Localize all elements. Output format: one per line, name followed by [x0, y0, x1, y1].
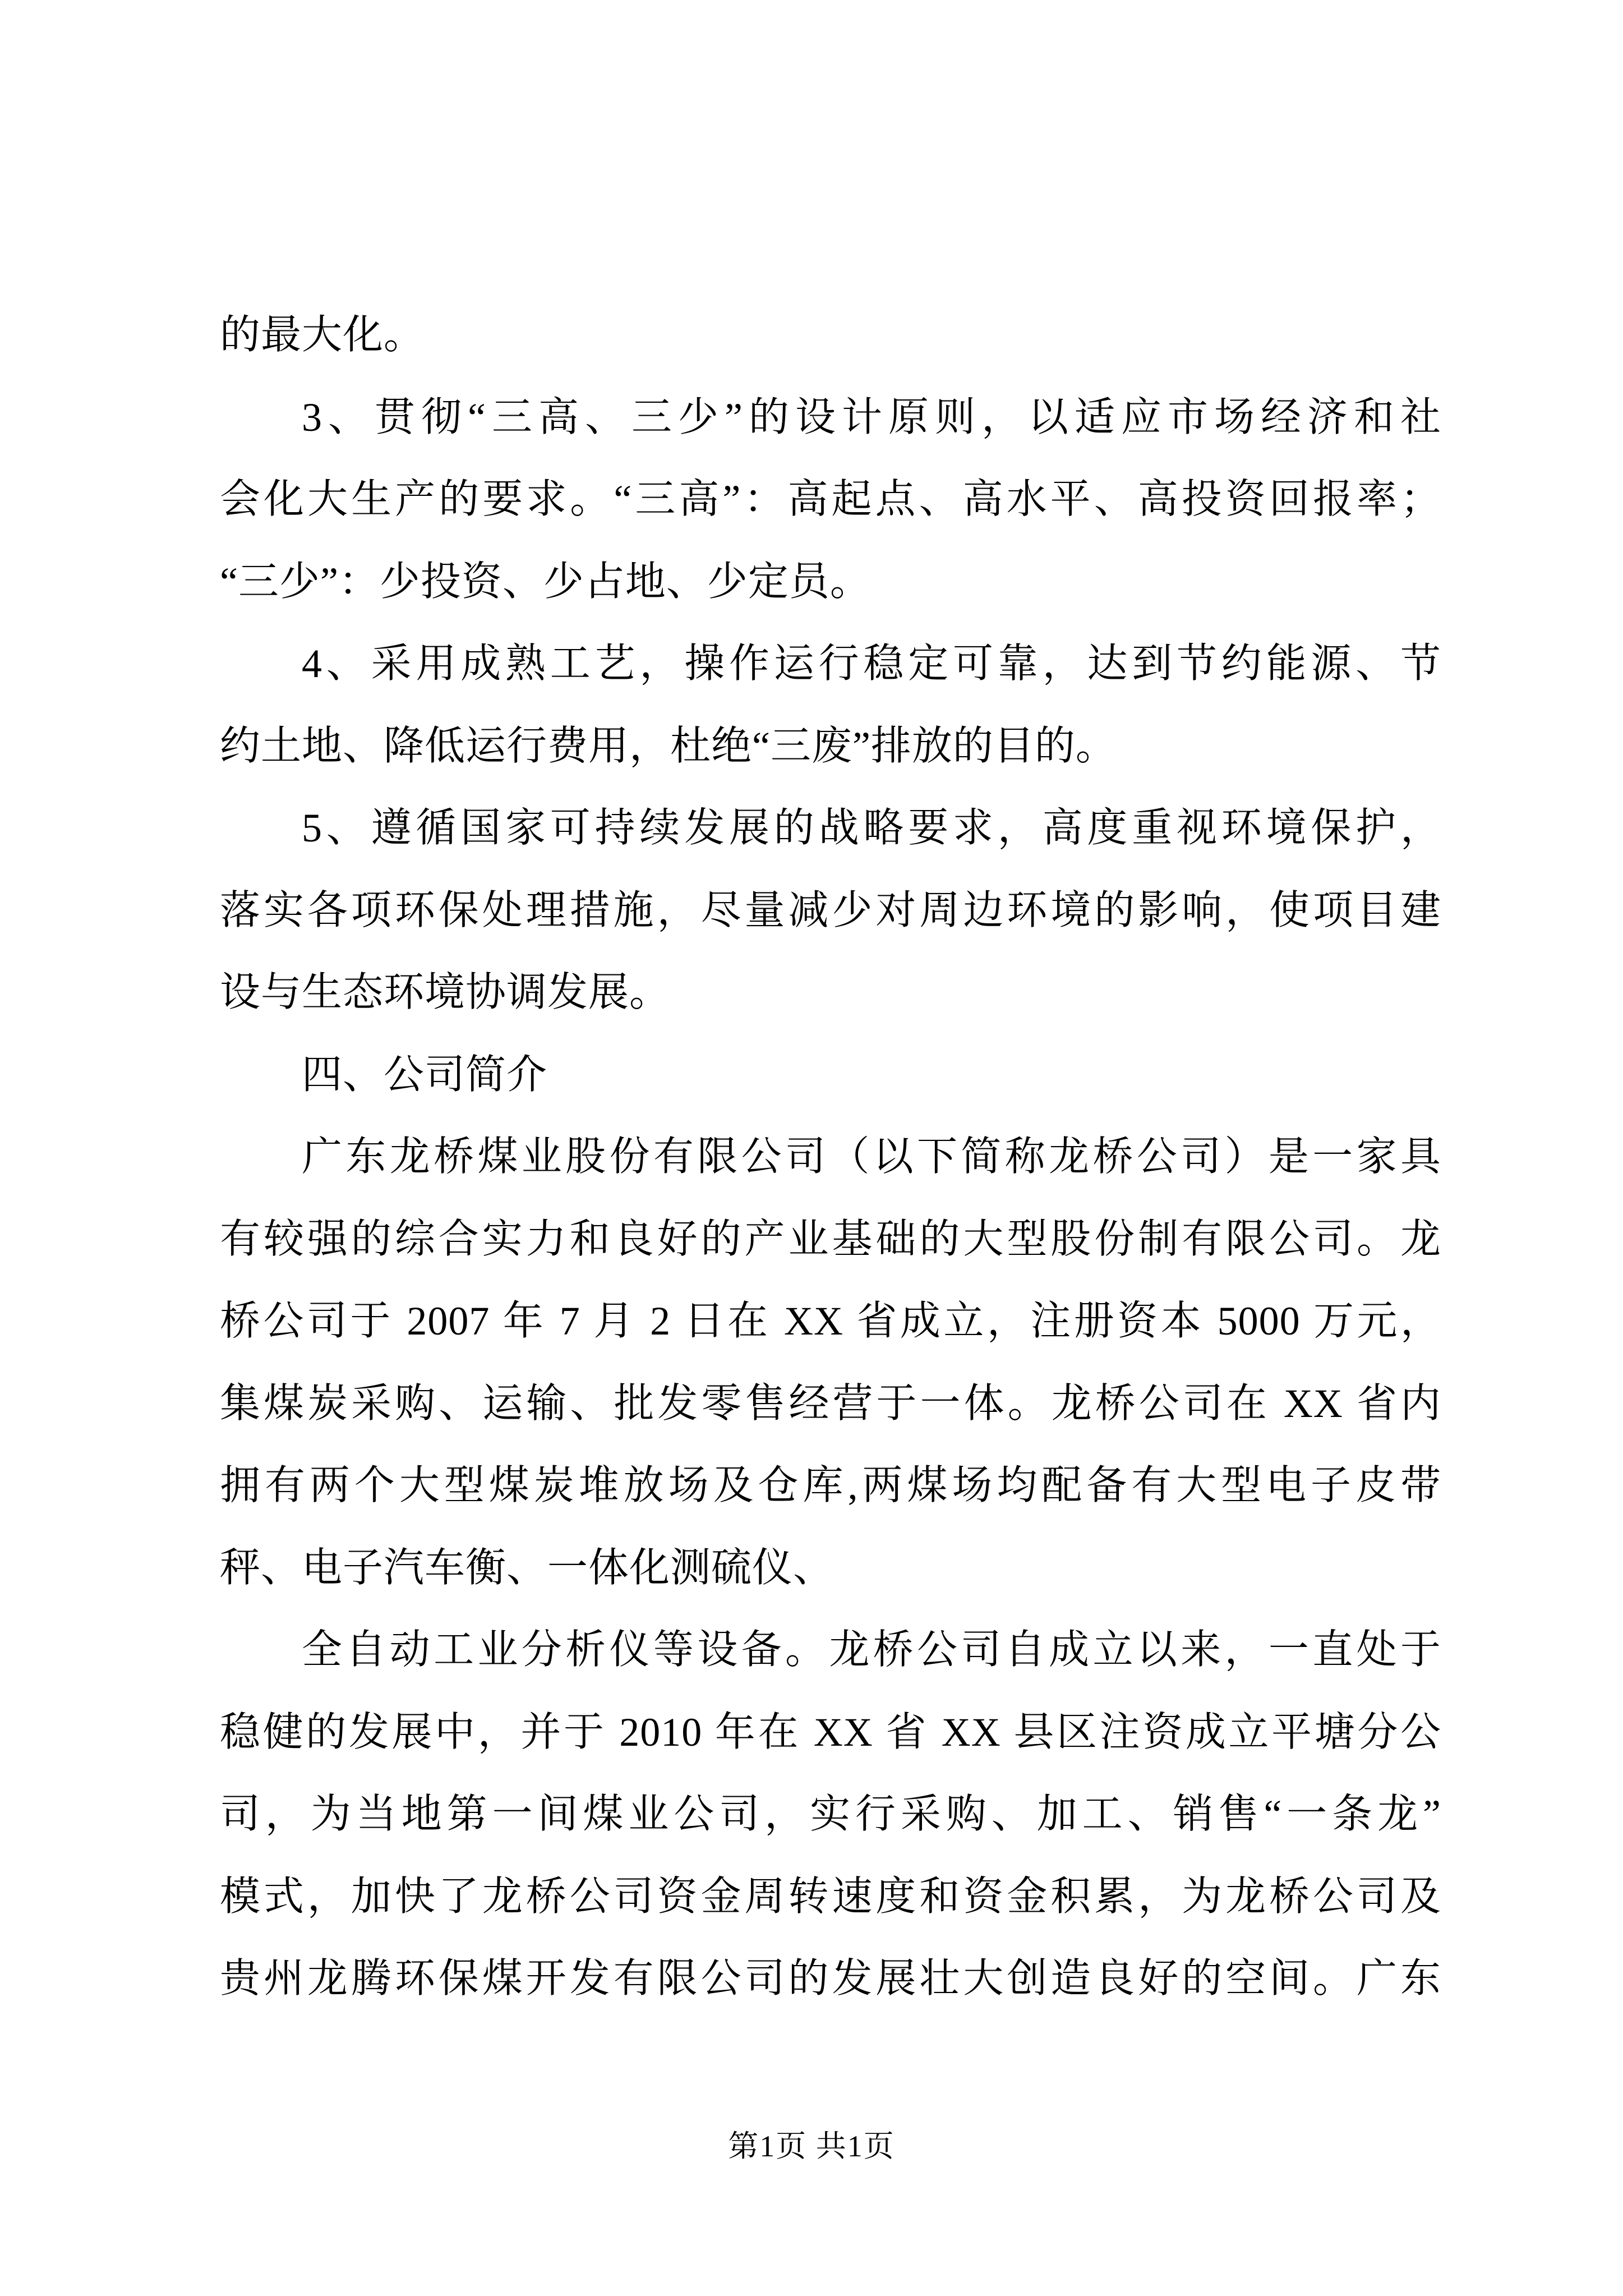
text-line: 会化大生产的要求。“三高”：高起点、高水平、高投资回报率；: [220, 477, 1441, 522]
text-line: 5、遵循国家可持续发展的战略要求，高度重视环境保护，: [302, 806, 1441, 850]
text-line: 全自动工业分析仪等设备。龙桥公司自成立以来，一直处于: [302, 1627, 1441, 1672]
text-line: 拥有两个大型煤炭堆放场及仓库,两煤场均配备有大型电子皮带: [220, 1463, 1441, 1508]
text-line: 落实各项环保处理措施，尽量减少对周边环境的影响，使项目建: [220, 888, 1441, 933]
text-line: 司，为当地第一间煤业公司，实行采购、加工、销售“一条龙”: [220, 1792, 1441, 1837]
text-line: 3、贯彻“三高、三少”的设计原则，以适应市场经济和社: [302, 395, 1441, 440]
text-line: 4、采用成熟工艺，操作运行稳定可靠，达到节约能源、节: [302, 641, 1441, 686]
page-footer: 第1页 共1页: [728, 2129, 895, 2163]
text-line: 约土地、降低运行费用，杜绝“三废”排放的目的。: [220, 724, 1117, 769]
text-line: 有较强的综合实力和良好的产业基础的大型股份制有限公司。龙: [220, 1217, 1441, 1262]
text-line: 模式，加快了龙桥公司资金周转速度和资金积累，为龙桥公司及: [220, 1874, 1441, 1919]
text-line: 贵州龙腾环保煤开发有限公司的发展壮大创造良好的空间。广东: [220, 1956, 1441, 2001]
text-line: 秤、电子汽车衡、一体化测硫仪、: [220, 1545, 834, 1590]
text-line: 桥公司于 2007 年 7 月 2 日在 XX 省成立，注册资本 5000 万元，: [220, 1299, 1441, 1343]
text-line: 的最大化。: [220, 312, 425, 357]
text-line: 广东龙桥煤业股份有限公司（以下简称龙桥公司）是一家具: [302, 1134, 1441, 1179]
text-line: 设与生态环境协调发展。: [220, 970, 671, 1015]
text-line: 稳健的发展中，并于 2010 年在 XX 省 XX 县区注资成立平塘分公: [220, 1710, 1441, 1755]
text-line: 集煤炭采购、运输、批发零售经营于一体。龙桥公司在 XX 省内: [220, 1381, 1441, 1426]
text-line: “三少”：少投资、少占地、少定员。: [220, 559, 871, 604]
text-line: 四、公司简介: [302, 1052, 548, 1097]
